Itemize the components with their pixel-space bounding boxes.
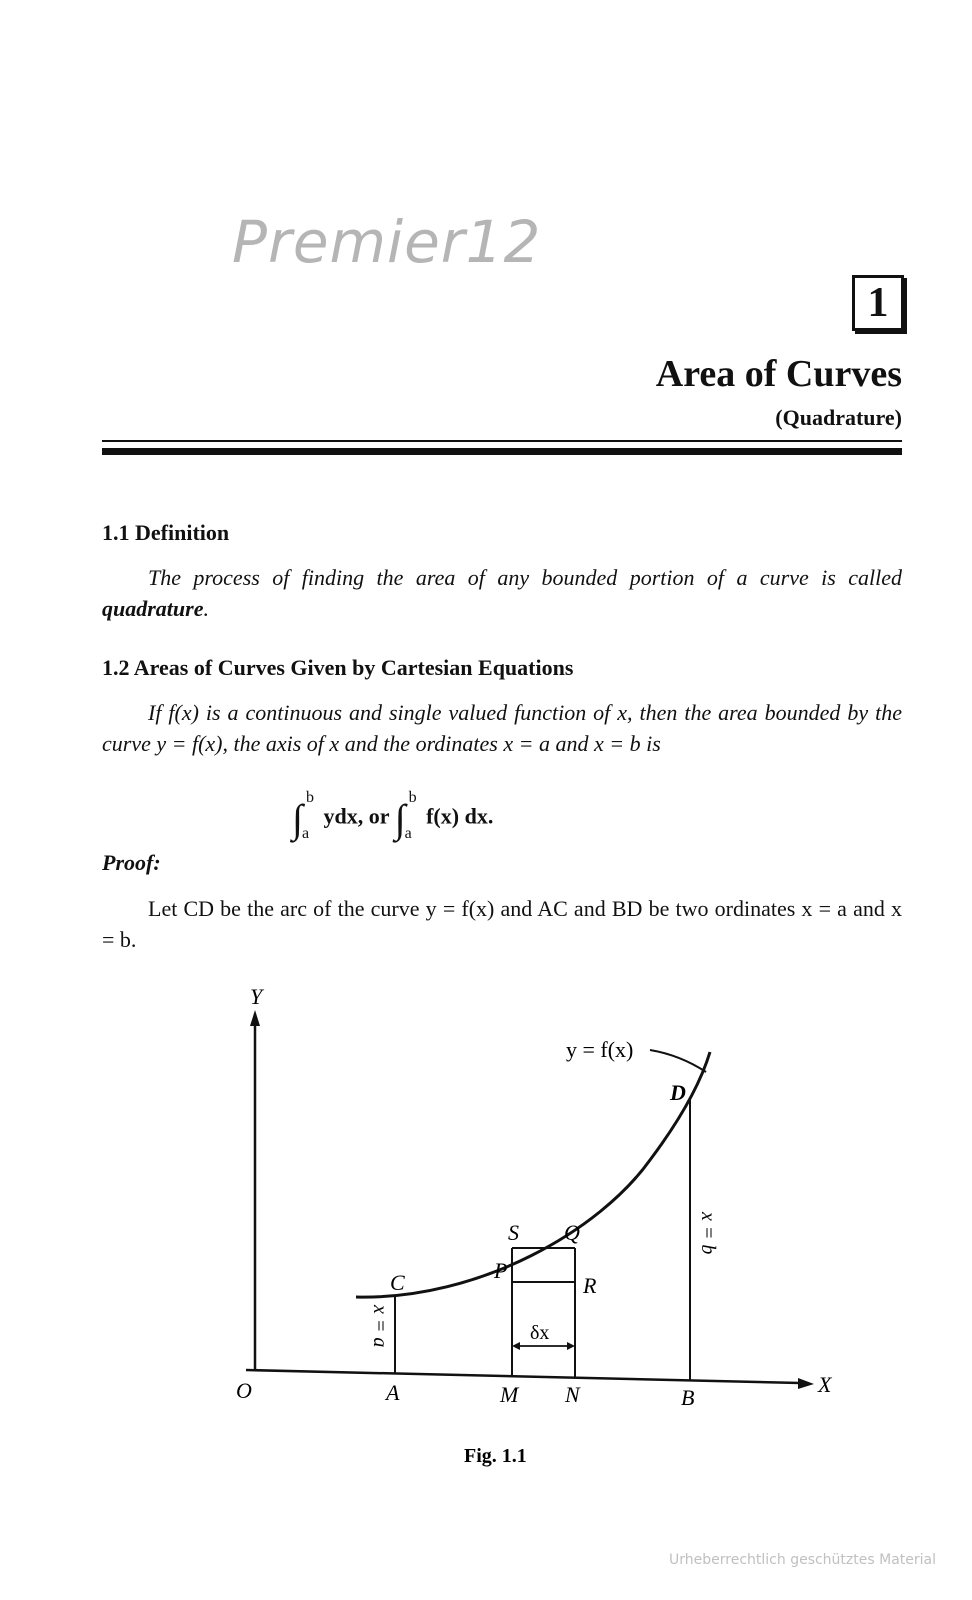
y-axis-arrow [250,1010,260,1026]
lower-limit-2: a [404,825,412,842]
label-curve: y = f(x) [566,1037,634,1062]
label-r: R [583,1273,597,1298]
section-heading-definition: 1.1 Definition [102,520,230,545]
label-q: Q [564,1220,580,1245]
footer-copyright: Urheberrechtlich geschütztes Material [669,1552,936,1568]
curve-line [356,1052,710,1297]
label-origin: O [236,1378,252,1403]
label-s: S [508,1220,519,1245]
definition-end: . [203,596,209,621]
label-delta-x: δx [530,1322,550,1344]
label-n: N [565,1382,580,1407]
figure-caption: Fig. 1.1 [464,1445,527,1467]
curve-label-pointer [650,1050,706,1072]
label-b: B [681,1385,695,1410]
integral-sign-1: ∫ b a [292,789,314,842]
label-x-axis: X [818,1372,832,1397]
delta-x-arrowhead-left [512,1342,520,1350]
label-y-axis: Y [250,984,263,1009]
upper-limit-2: b [408,789,417,806]
section-heading-cartesian: 1.2 Areas of Curves Given by Cartesian Equations [102,655,574,680]
upper-limit-1: b [306,789,314,806]
proof-label: Proof: [102,850,161,875]
label-m: M [500,1382,519,1407]
proof-text: Let CD be the arc of the curve y = f(x) and AC and BD be two ordinates x = a and x = b. [102,896,902,952]
watermark-logo: Premier12 [232,208,542,276]
label-x-eq-b: x = b [697,1212,719,1255]
label-a: A [386,1380,400,1405]
label-x-eq-a: x = a [369,1305,391,1348]
chapter-subtitle: (Quadrature) [775,405,902,430]
x-axis-line [246,1370,800,1383]
label-p: P [494,1258,508,1283]
lower-limit-1: a [302,825,310,842]
x-axis-arrow [798,1378,814,1389]
formula-term-1: ydx, or [323,803,390,829]
integral-sign-2: ∫ b a [394,789,417,842]
chapter-number-box: 1 [852,275,904,331]
label-c: C [390,1270,405,1295]
cartesian-text: If f(x) is a continuous and single valued function of x, then the area bounded by the curve y = f(x), the axis of x and the ordinates x = a and x = b is [102,700,902,756]
delta-x-arrowhead-right [567,1342,575,1350]
chapter-title: Area of Curves [655,353,902,395]
label-d: D [670,1080,686,1105]
formula-term-2: f(x) dx. [426,803,494,829]
definition-term: quadrature [102,596,204,621]
definition-text: The process of finding the area of any bounded portion of a curve is called [148,565,902,590]
